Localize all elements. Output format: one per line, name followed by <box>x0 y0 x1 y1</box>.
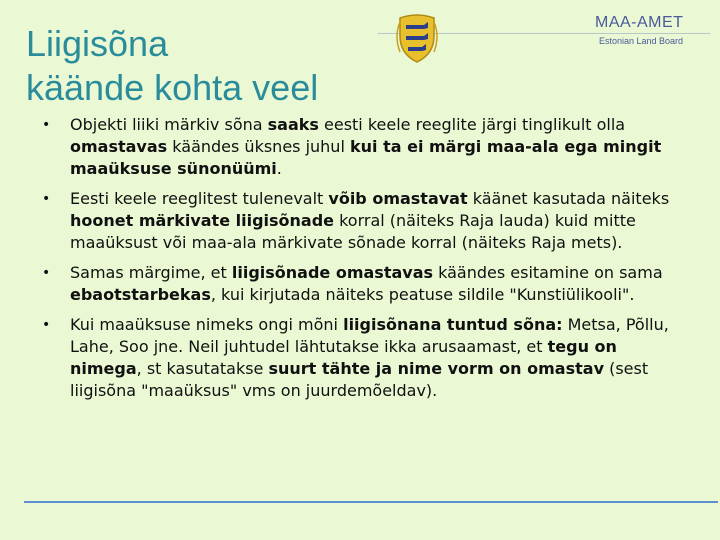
bold-text: kui ta ei märgi maa-ala ega mingit maaüksuse sünonüümi <box>70 137 662 178</box>
text-segment: Eesti keele reeglitest tulenevalt <box>70 189 329 208</box>
bullet-dot-icon: • <box>42 317 51 333</box>
logo-subtitle: Estonian Land Board <box>599 36 684 46</box>
text-segment: , st kasutatakse <box>136 359 269 378</box>
text-segment: Samas märgime, et <box>70 263 232 282</box>
bullet-list <box>40 114 690 410</box>
bullet-item <box>40 262 690 306</box>
title-line-2: käände kohta veel <box>26 67 319 108</box>
text-segment: käändes esitamine on sama <box>433 263 663 282</box>
bold-text: omastavas <box>70 137 168 156</box>
page-title <box>26 22 318 110</box>
logo-brand: MAA-AMET <box>595 14 684 31</box>
text-segment: Metsa, Põllu, Lahe, Soo jne. Neil juhtudel lähtutakse ikka arusaamast, et <box>70 315 669 356</box>
text-segment: Objekti liiki märkiv sõna <box>70 115 268 134</box>
bold-text: võib omastavat <box>328 189 468 208</box>
text-segment: käänet kasutada näiteks <box>467 189 670 208</box>
bullet-dot-icon: • <box>42 191 51 207</box>
bold-text: ebaotstarbekas <box>70 285 211 304</box>
bullet-dot-icon: • <box>42 265 51 281</box>
text-segment: , kui kirjutada näiteks peatuse sildile "Kunstiülikooli". <box>210 285 635 304</box>
bullet-item <box>40 114 690 180</box>
text-segment: Kui maaüksuse nimeks ongi mõni <box>70 315 344 334</box>
estonia-coat-of-arms-icon <box>394 12 440 64</box>
bold-text: liigisõnade omastavas <box>231 263 434 282</box>
text-segment: (sest liigisõna "maaüksus" vms on juurdemõeldav). <box>70 359 649 400</box>
bullet-dot-icon: • <box>42 117 51 133</box>
bold-text: tegu on nimega <box>70 337 617 378</box>
bold-text: suurt tähte ja nime vorm on omastav <box>268 359 604 378</box>
text-segment: korral (näiteks Raja lauda) kuid mitte maaüksust või maa-ala märkivate sõnade korral (näiteks Raja mets). <box>70 211 636 252</box>
bold-text: liigisõnana tuntud sõna: <box>343 315 563 334</box>
bold-text: hoonet märkivate liigisõnade <box>70 211 335 230</box>
bullet-item <box>40 188 690 254</box>
bold-text: saaks <box>267 115 319 134</box>
text-segment: eesti keele reeglite järgi tinglikult olla <box>318 115 626 134</box>
text-segment: käändes üksnes juhul <box>167 137 350 156</box>
title-line-1: Liigisõna <box>26 23 169 64</box>
text-segment: . <box>276 159 282 178</box>
footer-divider <box>24 501 718 503</box>
bullet-item <box>40 314 690 402</box>
